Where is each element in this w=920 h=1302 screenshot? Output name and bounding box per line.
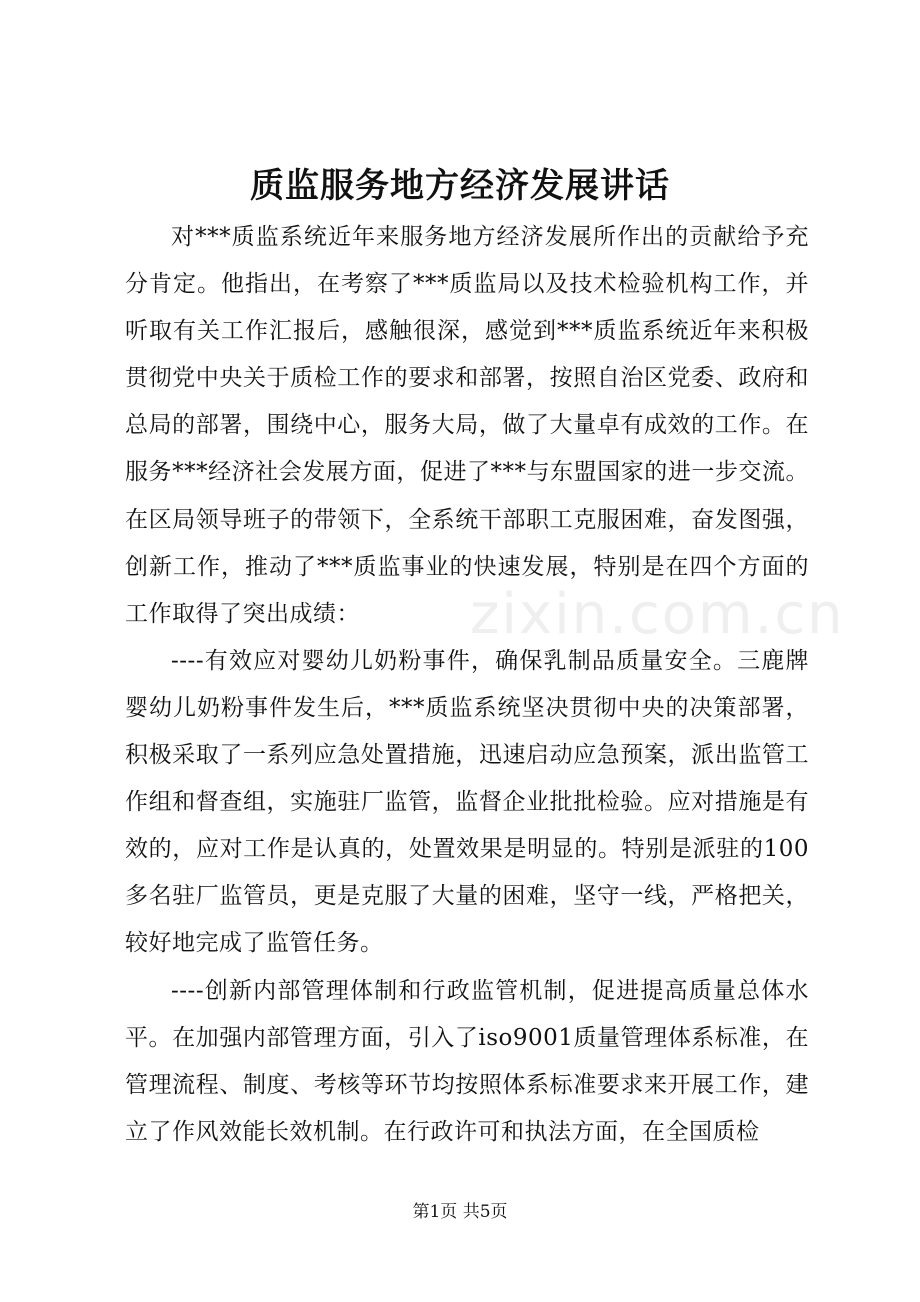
page-footer: 第1页 共5页	[412, 1202, 508, 1222]
paragraph-1: 对***质监系统近年来服务地方经济发展所作出的贡献给予充分肯定。他指出，在考察了***质监局以及技术检验机构工作，并听取有关工作汇报后，感触很深，感觉到***质监系统近年来积极贯彻党中央关于质检工作的要求和部署，按照自治区党委、政府和总局的部署，围绕中心，服务大局，做了大量卓有成效的工作。在服务***经济社会发展方面，促进了***与东盟国家的进一步交流。在区局领导班子的带领下，全系统干部职工克服困难，奋发图强，创新工作，推动了***质监事业的快速发展，特别是在四个方面的工作取得了突出成绩：	[125, 224, 809, 627]
watermark: zixin.com.cn	[470, 582, 845, 647]
paragraph-3: ----创新内部管理体制和行政监管机制，促进提高质量总体水平。在加强内部管理方面，引入了iso9001质量管理体系标准，在管理流程、制度、考核等环节均按照体系标准要求来开展工作，建立了作风效能长效机制。在行政许可和执法方面，在全国质检	[125, 977, 809, 1145]
paragraph-2: ----有效应对婴幼儿奶粉事件，确保乳制品质量安全。三鹿牌婴幼儿奶粉事件发生后，***质监系统坚决贯彻中央的决策部署，积极采取了一系列应急处置措施，迅速启动应急预案，派出监管工作组和督查组，实施驻厂监管，监督企业批批检验。应对措施是有效的，应对工作是认真的，处置效果是明显的。特别是派驻的100多名驻厂监管员，更是克服了大量的困难，坚守一线，严格把关，较好地完成了监管任务。	[125, 647, 809, 957]
document-body	[125, 214, 809, 1156]
document-title: 质监服务地方经济发展讲话	[250, 166, 670, 206]
